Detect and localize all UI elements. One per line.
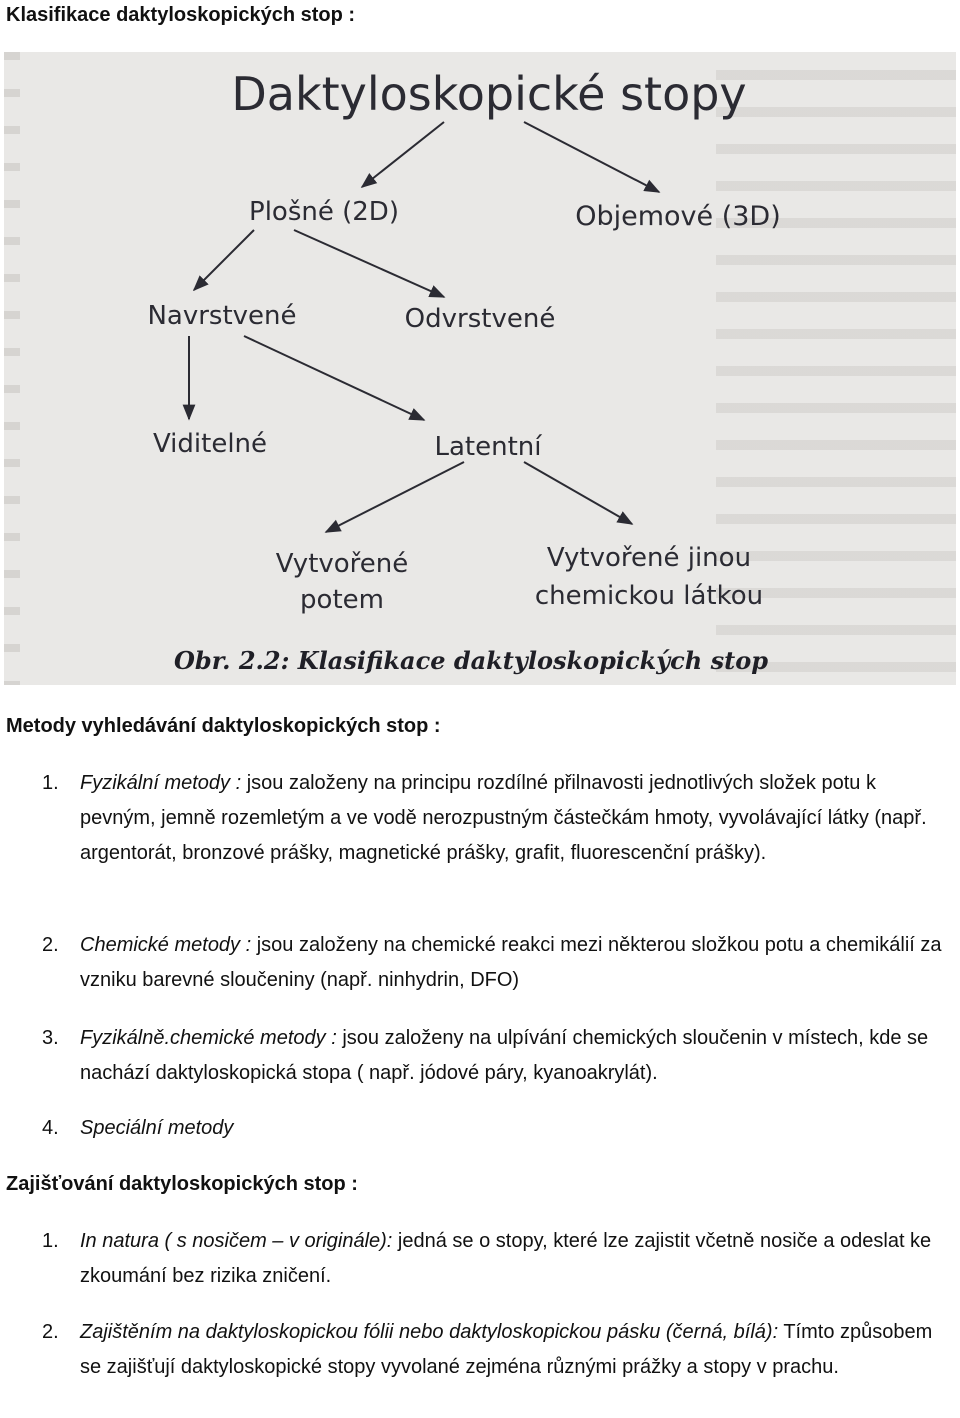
- list-number: 3.: [42, 1027, 59, 1049]
- node-odvrstvene: Odvrstvené: [404, 304, 556, 334]
- node-vytvorene-potem-line1: Vytvořené: [275, 549, 409, 579]
- method-name: Zajištěním na daktyloskopickou fólii nebo daktyloskopickou pásku (černá, bílá):: [80, 1321, 779, 1343]
- list-number: 1.: [42, 1230, 59, 1252]
- node-objemove: Objemové (3D): [575, 201, 781, 232]
- node-vytvorene-potem-line2: potem: [300, 585, 384, 615]
- arrow-latentni-to-potem: [326, 462, 464, 532]
- arrow-navrstvene-to-latentni: [244, 336, 424, 420]
- node-vytvorene-jinou-line2: chemickou látkou: [534, 581, 764, 611]
- method-name: Speciální metody: [80, 1117, 234, 1139]
- node-vytvorene-jinou-line1: Vytvořené jinou: [546, 543, 752, 573]
- node-viditelne: Viditelné: [152, 429, 268, 459]
- arrow-latentni-to-jinou: [524, 462, 632, 524]
- arrow-plosne-to-odvrstvene: [294, 230, 444, 297]
- method-name: Chemické metody :: [80, 934, 252, 956]
- method-name: Fyzikálně.chemické metody :: [80, 1027, 337, 1049]
- classification-diagram-photo: [4, 52, 956, 685]
- method-name: Fyzikální metody :: [80, 772, 242, 794]
- method-description: jedná se o stopy, které lze zajistit včetně nosiče a odeslat ke zkoumání bez rizika zničení.: [80, 1230, 932, 1287]
- section-heading-classification: Klasifikace daktyloskopických stop :: [6, 4, 356, 26]
- method-description: jsou založeny na principu rozdílné přilnavosti jednotlivých složek potu k pevným, jemně rozemletým a ve vodě nerozpustným částečkám hmoty, vyvolávající látky (např. argentorát, bronzové prášky, magnetické prášky, grafit, fluorescenční prášky).: [80, 772, 927, 864]
- list-number: 2.: [42, 934, 59, 956]
- diagram-tree: [4, 52, 956, 685]
- arrow-title-to-plosne: [362, 122, 444, 187]
- section-heading-search-methods: Metody vyhledávání daktyloskopických stop :: [6, 715, 441, 737]
- node-latentni: Latentní: [434, 432, 542, 462]
- list-number: 1.: [42, 772, 59, 794]
- method-description: Tímto způsobem se zajišťují daktyloskopické stopy vyvolané zejména různými prážky a stopy v prachu.: [80, 1321, 933, 1378]
- diagram-title: Daktyloskopické stopy: [231, 67, 747, 121]
- arrow-plosne-to-navrstvene: [194, 230, 254, 290]
- arrow-title-to-objemove: [524, 122, 659, 192]
- method-name: In natura ( s nosičem – v originále):: [80, 1230, 393, 1252]
- method-description: jsou založeny na ulpívání chemických sloučenin v místech, kde se nachází daktyloskopická stopa ( např. jódové páry, kyanoakrylát).: [80, 1027, 929, 1084]
- diagram-caption: Obr. 2.2: Klasifikace daktyloskopických stop: [174, 646, 768, 675]
- node-plosne: Plošné (2D): [249, 197, 399, 227]
- list-number: 2.: [42, 1321, 59, 1343]
- list-number: 4.: [42, 1117, 59, 1139]
- node-navrstvene: Navrstvené: [147, 301, 297, 331]
- section-heading-securing: Zajišťování daktyloskopických stop :: [6, 1173, 358, 1195]
- method-description: jsou založeny na chemické reakci mezi některou složkou potu a chemikálií za vzniku barevné sloučeniny (např. ninhydrin, DFO): [80, 934, 942, 991]
